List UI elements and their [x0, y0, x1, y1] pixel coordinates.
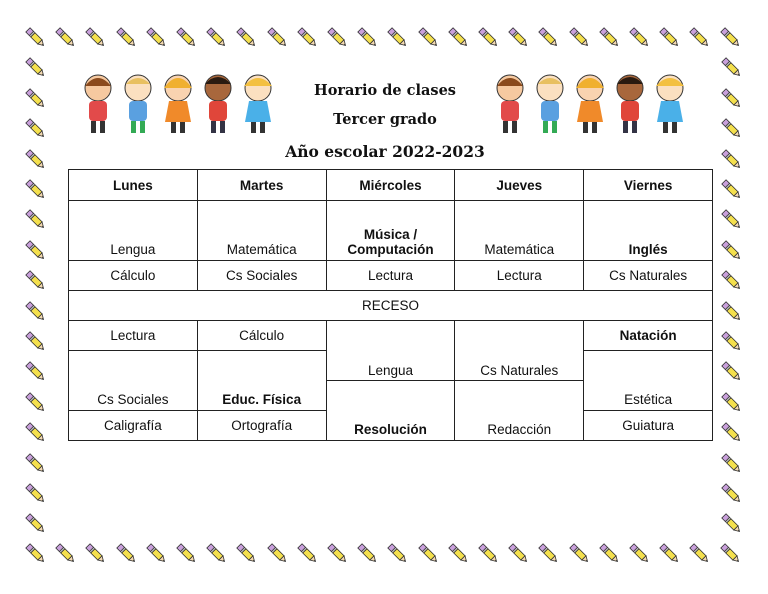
- day-header-wednesday: Miércoles: [326, 170, 455, 201]
- pencil-icon: [718, 450, 744, 476]
- kids-clipart-right: [490, 70, 690, 136]
- pencil-icon: [22, 85, 48, 111]
- child-icon: [650, 70, 690, 136]
- pencil-icon: [22, 480, 48, 506]
- pencil-icon: [22, 540, 48, 566]
- pencil-icon: [718, 358, 744, 384]
- child-icon: [570, 70, 610, 136]
- pencil-icon: [22, 24, 48, 50]
- pencil-icon: [22, 389, 48, 415]
- table-cell: Educ. Física: [197, 351, 326, 411]
- pencil-icon: [445, 540, 471, 566]
- table-cell: Lectura: [455, 261, 584, 291]
- pencil-icon: [324, 540, 350, 566]
- pencil-icon: [22, 419, 48, 445]
- pencil-icon: [203, 540, 229, 566]
- table-cell: Guiatura: [584, 411, 713, 441]
- pencil-icon: [717, 540, 743, 566]
- table-cell: Caligrafía: [69, 411, 198, 441]
- pencil-icon: [22, 510, 48, 536]
- table-cell: Cálculo: [197, 321, 326, 351]
- table-cell: Estética: [584, 351, 713, 411]
- recess-cell: RECESO: [69, 291, 713, 321]
- pencil-icon: [718, 298, 744, 324]
- pencil-icon: [22, 206, 48, 232]
- table-cell: Cs Sociales: [197, 261, 326, 291]
- table-cell: Ortografía: [197, 411, 326, 441]
- table-cell: Resolución: [326, 381, 455, 441]
- pencil-icon: [22, 146, 48, 172]
- pencil-icon: [415, 24, 441, 50]
- pencil-icon: [415, 540, 441, 566]
- pencil-icon: [626, 24, 652, 50]
- pencil-icon: [718, 176, 744, 202]
- child-icon: [158, 70, 198, 136]
- pencil-icon: [505, 540, 531, 566]
- pencil-icon: [324, 24, 350, 50]
- table-header-row: [69, 170, 713, 201]
- grade-subtitle: Tercer grado: [333, 111, 437, 128]
- pencil-icon: [233, 24, 259, 50]
- pencil-icon: [686, 540, 712, 566]
- pencil-icon: [173, 540, 199, 566]
- child-icon: [610, 70, 650, 136]
- pencil-icon: [173, 24, 199, 50]
- pencil-icon: [718, 54, 744, 80]
- pencil-icon: [656, 540, 682, 566]
- table-cell: Redacción: [455, 381, 584, 441]
- recess-row: [69, 291, 713, 321]
- table-cell: Lectura: [69, 321, 198, 351]
- table-cell: Cs Sociales: [69, 351, 198, 411]
- kids-clipart-left: [78, 70, 278, 136]
- pencil-icon: [294, 24, 320, 50]
- pencil-icon: [718, 480, 744, 506]
- pencil-icon: [22, 358, 48, 384]
- pencil-icon: [718, 510, 744, 536]
- pencil-icon: [113, 540, 139, 566]
- pencil-icon: [566, 24, 592, 50]
- pencil-icon: [354, 540, 380, 566]
- table-cell: Cs Naturales: [455, 321, 584, 381]
- pencil-icon: [294, 540, 320, 566]
- pencil-icon: [626, 540, 652, 566]
- table-cell: Matemática: [197, 201, 326, 261]
- child-icon: [530, 70, 570, 136]
- pencil-icon: [22, 115, 48, 141]
- table-cell: Inglés: [584, 201, 713, 261]
- pencil-icon: [535, 540, 561, 566]
- pencil-icon: [718, 267, 744, 293]
- pencil-icon: [384, 24, 410, 50]
- day-header-thursday: Jueves: [455, 170, 584, 201]
- page-title: Horario de clases: [314, 82, 456, 99]
- table-cell: Cs Naturales: [584, 261, 713, 291]
- pencil-icon: [718, 328, 744, 354]
- pencil-icon: [505, 24, 531, 50]
- table-row: [69, 201, 713, 261]
- pencil-icon: [475, 24, 501, 50]
- table-row: [69, 321, 713, 351]
- pencil-icon: [143, 24, 169, 50]
- pencil-icon: [718, 389, 744, 415]
- pencil-icon: [22, 54, 48, 80]
- pencil-icon: [596, 24, 622, 50]
- pencil-icon: [233, 540, 259, 566]
- child-icon: [198, 70, 238, 136]
- pencil-icon: [264, 24, 290, 50]
- day-header-monday: Lunes: [69, 170, 198, 201]
- pencil-icon: [52, 540, 78, 566]
- day-header-friday: Viernes: [584, 170, 713, 201]
- pencil-icon: [22, 450, 48, 476]
- table-cell: Lengua: [69, 201, 198, 261]
- table-cell: Música / Computación: [326, 201, 455, 261]
- pencil-icon: [718, 237, 744, 263]
- table-cell: Lengua: [326, 321, 455, 381]
- pencil-icon: [718, 206, 744, 232]
- pencil-icon: [717, 24, 743, 50]
- pencil-icon: [22, 298, 48, 324]
- pencil-icon: [113, 24, 139, 50]
- day-header-tuesday: Martes: [197, 170, 326, 201]
- school-year: Año escolar 2022-2023: [285, 142, 485, 161]
- pencil-icon: [82, 24, 108, 50]
- table-cell: Lectura: [326, 261, 455, 291]
- table-cell: Natación: [584, 321, 713, 351]
- pencil-icon: [22, 267, 48, 293]
- pencil-icon: [566, 540, 592, 566]
- pencil-icon: [656, 24, 682, 50]
- pencil-icon: [596, 540, 622, 566]
- table-row: [69, 261, 713, 291]
- pencil-icon: [535, 24, 561, 50]
- child-icon: [118, 70, 158, 136]
- pencil-icon: [686, 24, 712, 50]
- pencil-icon: [354, 24, 380, 50]
- pencil-icon: [203, 24, 229, 50]
- table-cell: Matemática: [455, 201, 584, 261]
- table-cell: Cálculo: [69, 261, 198, 291]
- pencil-icon: [22, 237, 48, 263]
- pencil-icon: [718, 419, 744, 445]
- schedule-table: [68, 169, 713, 441]
- child-icon: [78, 70, 118, 136]
- pencil-icon: [718, 146, 744, 172]
- pencil-icon: [143, 540, 169, 566]
- pencil-icon: [384, 540, 410, 566]
- header-titles: [270, 82, 500, 128]
- pencil-icon: [718, 85, 744, 111]
- pencil-icon: [22, 176, 48, 202]
- pencil-icon: [82, 540, 108, 566]
- pencil-icon: [52, 24, 78, 50]
- pencil-icon: [718, 115, 744, 141]
- pencil-icon: [445, 24, 471, 50]
- pencil-icon: [22, 328, 48, 354]
- pencil-icon: [475, 540, 501, 566]
- pencil-icon: [264, 540, 290, 566]
